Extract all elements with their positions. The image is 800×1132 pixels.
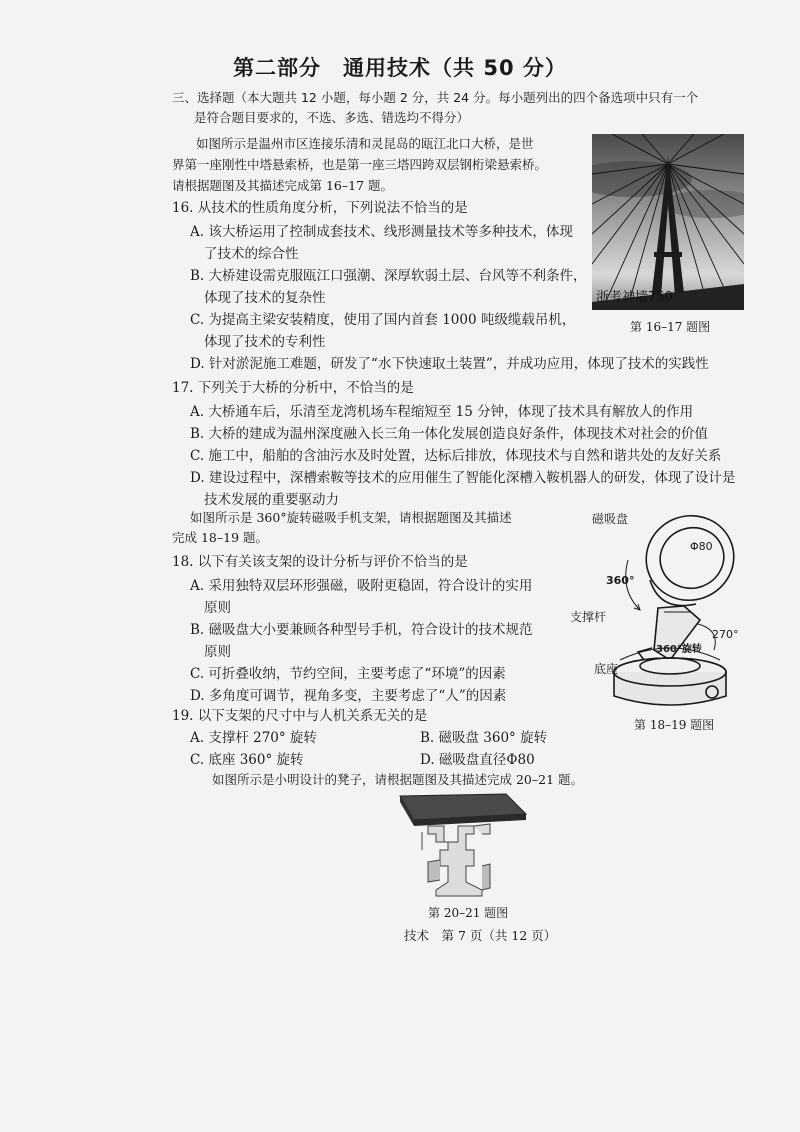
label-270: 270° — [712, 628, 739, 641]
q16-option-d: D. 针对淤泥施工难题，研发了“水下快速取土装置”，并成功应用，体现了技术的实践性 — [190, 356, 709, 372]
label-support-rod: 支撑杆 — [570, 610, 607, 624]
page-footer: 技术 第 7 页（共 12 页） — [404, 928, 557, 943]
q17-option-d-line2: 技术发展的重要驱动力 — [204, 492, 339, 508]
bridge-photo — [592, 134, 744, 310]
q18-option-c: C. 可折叠收纳，节约空间，主要考虑了“环境”的因素 — [190, 666, 506, 682]
q16-option-c-line1: C. 为提高主梁安装精度，使用了国内首套 1000 吨级缆载吊机， — [190, 312, 576, 328]
figure-caption-18-19: 第 18–19 题图 — [634, 718, 715, 732]
stool-intro: 如图所示是小明设计的凳子，请根据题图及其描述完成 20–21 题。 — [212, 772, 584, 787]
q16-option-a-line1: A. 该大桥运用了控制成套技术、线形测量技术等多种技术，体现 — [190, 224, 573, 240]
q17-option-d-line1: D. 建设过程中，深槽索鞍等技术的应用催生了智能化深槽入鞍机器人的研发，体现了设计是 — [190, 470, 736, 486]
label-magnet-disc: 磁吸盘 — [592, 512, 629, 526]
q18-option-a-line2: 原则 — [204, 600, 231, 616]
photo-watermark: 浙考神墙750 — [596, 290, 673, 305]
label-360-disc: 360° — [606, 574, 635, 587]
bridge-intro-line1: 如图所示是温州市区连接乐清和灵昆岛的瓯江北口大桥，是世 — [196, 136, 534, 151]
q18-option-d: D. 多角度可调节，视角多变，主要考虑了“人”的因素 — [190, 688, 507, 704]
q19-option-b: B. 磁吸盘 360° 旋转 — [420, 730, 548, 746]
question-19-stem: 19. 以下支架的尺寸中与人机关系无关的是 — [172, 708, 428, 724]
question-16-stem: 16. 从技术的性质角度分析，下列说法不恰当的是 — [172, 200, 468, 216]
section-header-line1: 三、选择题（本大题共 12 小题，每小题 2 分，共 24 分。每小题列出的四个备选项中只有一个 — [172, 90, 699, 105]
q16-option-c-line2: 体现了技术的专利性 — [204, 334, 326, 350]
q16-option-a-line2: 了技术的综合性 — [204, 246, 299, 262]
q18-option-b-line2: 原则 — [204, 644, 231, 660]
bridge-photo-graphic — [592, 134, 744, 310]
question-17-stem: 17. 下列关于大桥的分析中，不恰当的是 — [172, 380, 414, 396]
question-18-stem: 18. 以下有关该支架的设计分析与评价不恰当的是 — [172, 554, 468, 570]
page-title: 第二部分 通用技术（共 50 分） — [233, 56, 567, 80]
q19-option-d: D. 磁吸盘直径Φ80 — [420, 752, 535, 768]
q17-option-b: B. 大桥的建成为温州深度融入长三角一体化发展创造良好条件，体现技术对社会的价值 — [190, 426, 709, 442]
bridge-intro-line2: 界第一座刚性中塔悬索桥，也是第一座三塔四跨双层钢桁梁悬索桥。 — [172, 157, 548, 172]
q19-option-a: A. 支撑杆 270° 旋转 — [190, 730, 317, 746]
label-360-rotate: 360°旋转 — [656, 644, 702, 655]
q16-option-b-line1: B. 大桥建设需克服瓯江口强潮、深厚软弱土层、台风等不利条件， — [190, 268, 587, 284]
figure-caption-16-17: 第 16–17 题图 — [630, 320, 711, 334]
q18-option-b-line1: B. 磁吸盘大小要兼顾各种型号手机，符合设计的技术规范 — [190, 622, 533, 638]
q17-option-c: C. 施工中，船舶的含油污水及时处置，达标后排放，体现技术与自然和谐共处的友好关系 — [190, 448, 722, 464]
bridge-intro-line3: 请根据题图及其描述完成第 16–17 题。 — [172, 178, 394, 193]
q19-option-c: C. 底座 360° 旋转 — [190, 752, 304, 768]
stool-figure — [386, 790, 536, 900]
section-header-line2: 是符合题目要求的，不选、多选、错选均不得分） — [194, 110, 470, 125]
stand-intro-line2: 完成 18–19 题。 — [172, 530, 269, 545]
q16-option-b-line2: 体现了技术的复杂性 — [204, 290, 326, 306]
phone-stand-figure — [580, 500, 760, 720]
q18-option-a-line1: A. 采用独特双层环形强磁，吸附更稳固，符合设计的实用 — [190, 578, 533, 594]
stand-intro-line1: 如图所示是 360°旋转磁吸手机支架，请根据题图及其描述 — [190, 510, 512, 525]
label-base: 底座 — [594, 662, 619, 676]
q17-option-a: A. 大桥通车后，乐清至龙湾机场车程缩短至 15 分钟，体现了技术具有解放人的作用 — [190, 404, 694, 420]
label-diameter: Φ80 — [690, 540, 713, 553]
figure-caption-20-21: 第 20–21 题图 — [428, 906, 509, 920]
